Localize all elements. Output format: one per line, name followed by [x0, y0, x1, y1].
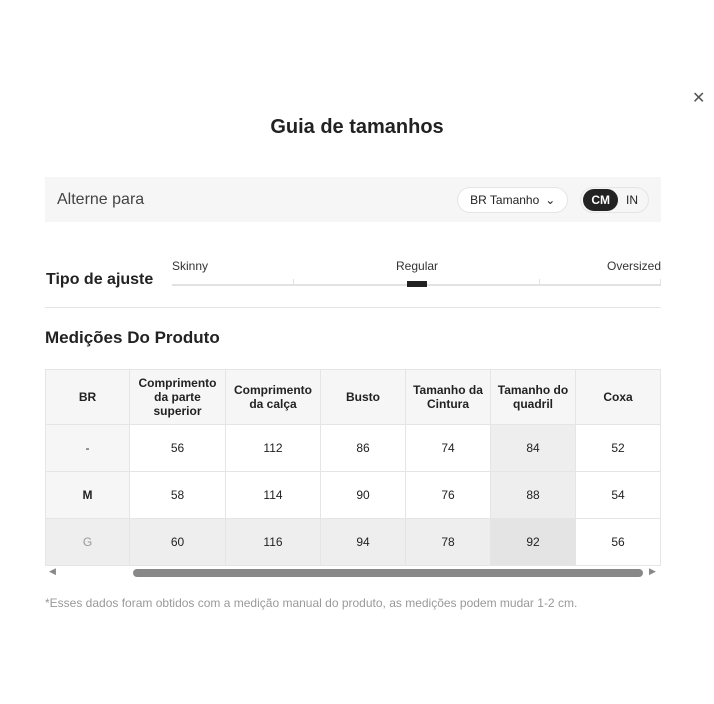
cell: 60 — [130, 519, 226, 566]
table-header — [46, 370, 661, 425]
table-row — [46, 425, 661, 472]
cell: 52 — [576, 425, 661, 472]
col-header: Coxa — [576, 370, 661, 425]
fit-tick — [293, 279, 294, 285]
cell: 84 — [491, 425, 576, 472]
cell: 74 — [406, 425, 491, 472]
table-row — [46, 472, 661, 519]
switch-label: Alterne para — [57, 190, 145, 208]
col-header: Tamanho da Cintura — [406, 370, 491, 425]
scrollbar-thumb[interactable] — [133, 569, 643, 577]
cell: 92 — [491, 519, 576, 566]
cell: 90 — [321, 472, 406, 519]
cell: 76 — [406, 472, 491, 519]
fit-tick — [660, 279, 661, 285]
cell: 116 — [226, 519, 321, 566]
cell: 56 — [130, 425, 226, 472]
cell: 54 — [576, 472, 661, 519]
scroll-right-icon[interactable]: ▶ — [649, 566, 656, 576]
col-header: Comprimento da parte superior — [130, 370, 226, 425]
cell: 58 — [130, 472, 226, 519]
fit-oversized: Oversized — [607, 259, 662, 273]
cell: 88 — [491, 472, 576, 519]
cell: 56 — [576, 519, 661, 566]
cell: 114 — [226, 472, 321, 519]
section-title: Medições Do Produto — [45, 328, 220, 347]
unit-in[interactable]: IN — [626, 192, 638, 207]
col-header: Busto — [321, 370, 406, 425]
cell: 86 — [321, 425, 406, 472]
cell: 94 — [321, 519, 406, 566]
cell: 78 — [406, 519, 491, 566]
col-header: Comprimento da calça — [226, 370, 321, 425]
divider — [45, 307, 661, 308]
cell: - — [46, 425, 130, 472]
col-header: Tamanho do quadril — [491, 370, 576, 425]
fit-indicator — [407, 281, 427, 287]
chevron-down-icon: ⌄ — [545, 192, 556, 207]
unit-cm[interactable]: CM — [583, 189, 618, 211]
cell: M — [46, 472, 130, 519]
disclaimer-note: *Esses dados foram obtidos com a medição manual do produto, as medições podem mudar 1-2 cm. — [45, 596, 578, 610]
size-table — [45, 369, 661, 566]
fit-tick — [539, 279, 540, 285]
unit-switch-bar — [45, 177, 661, 222]
unit-toggle — [580, 187, 649, 213]
col-header: BR — [46, 370, 130, 425]
size-system-dropdown[interactable] — [457, 187, 568, 213]
fit-label: Tipo de ajuste — [46, 271, 154, 288]
fit-regular: Regular — [396, 259, 439, 273]
close-icon[interactable]: ✕ — [692, 90, 706, 107]
table-row — [46, 519, 661, 566]
size-system-value: BR Tamanho — [470, 192, 540, 207]
page-title: Guia de tamanhos — [270, 116, 444, 138]
horizontal-scrollbar[interactable] — [45, 566, 661, 580]
cell: G — [46, 519, 130, 566]
cell: 112 — [226, 425, 321, 472]
fit-skinny: Skinny — [172, 259, 209, 273]
scroll-left-icon[interactable]: ◀ — [49, 566, 56, 576]
